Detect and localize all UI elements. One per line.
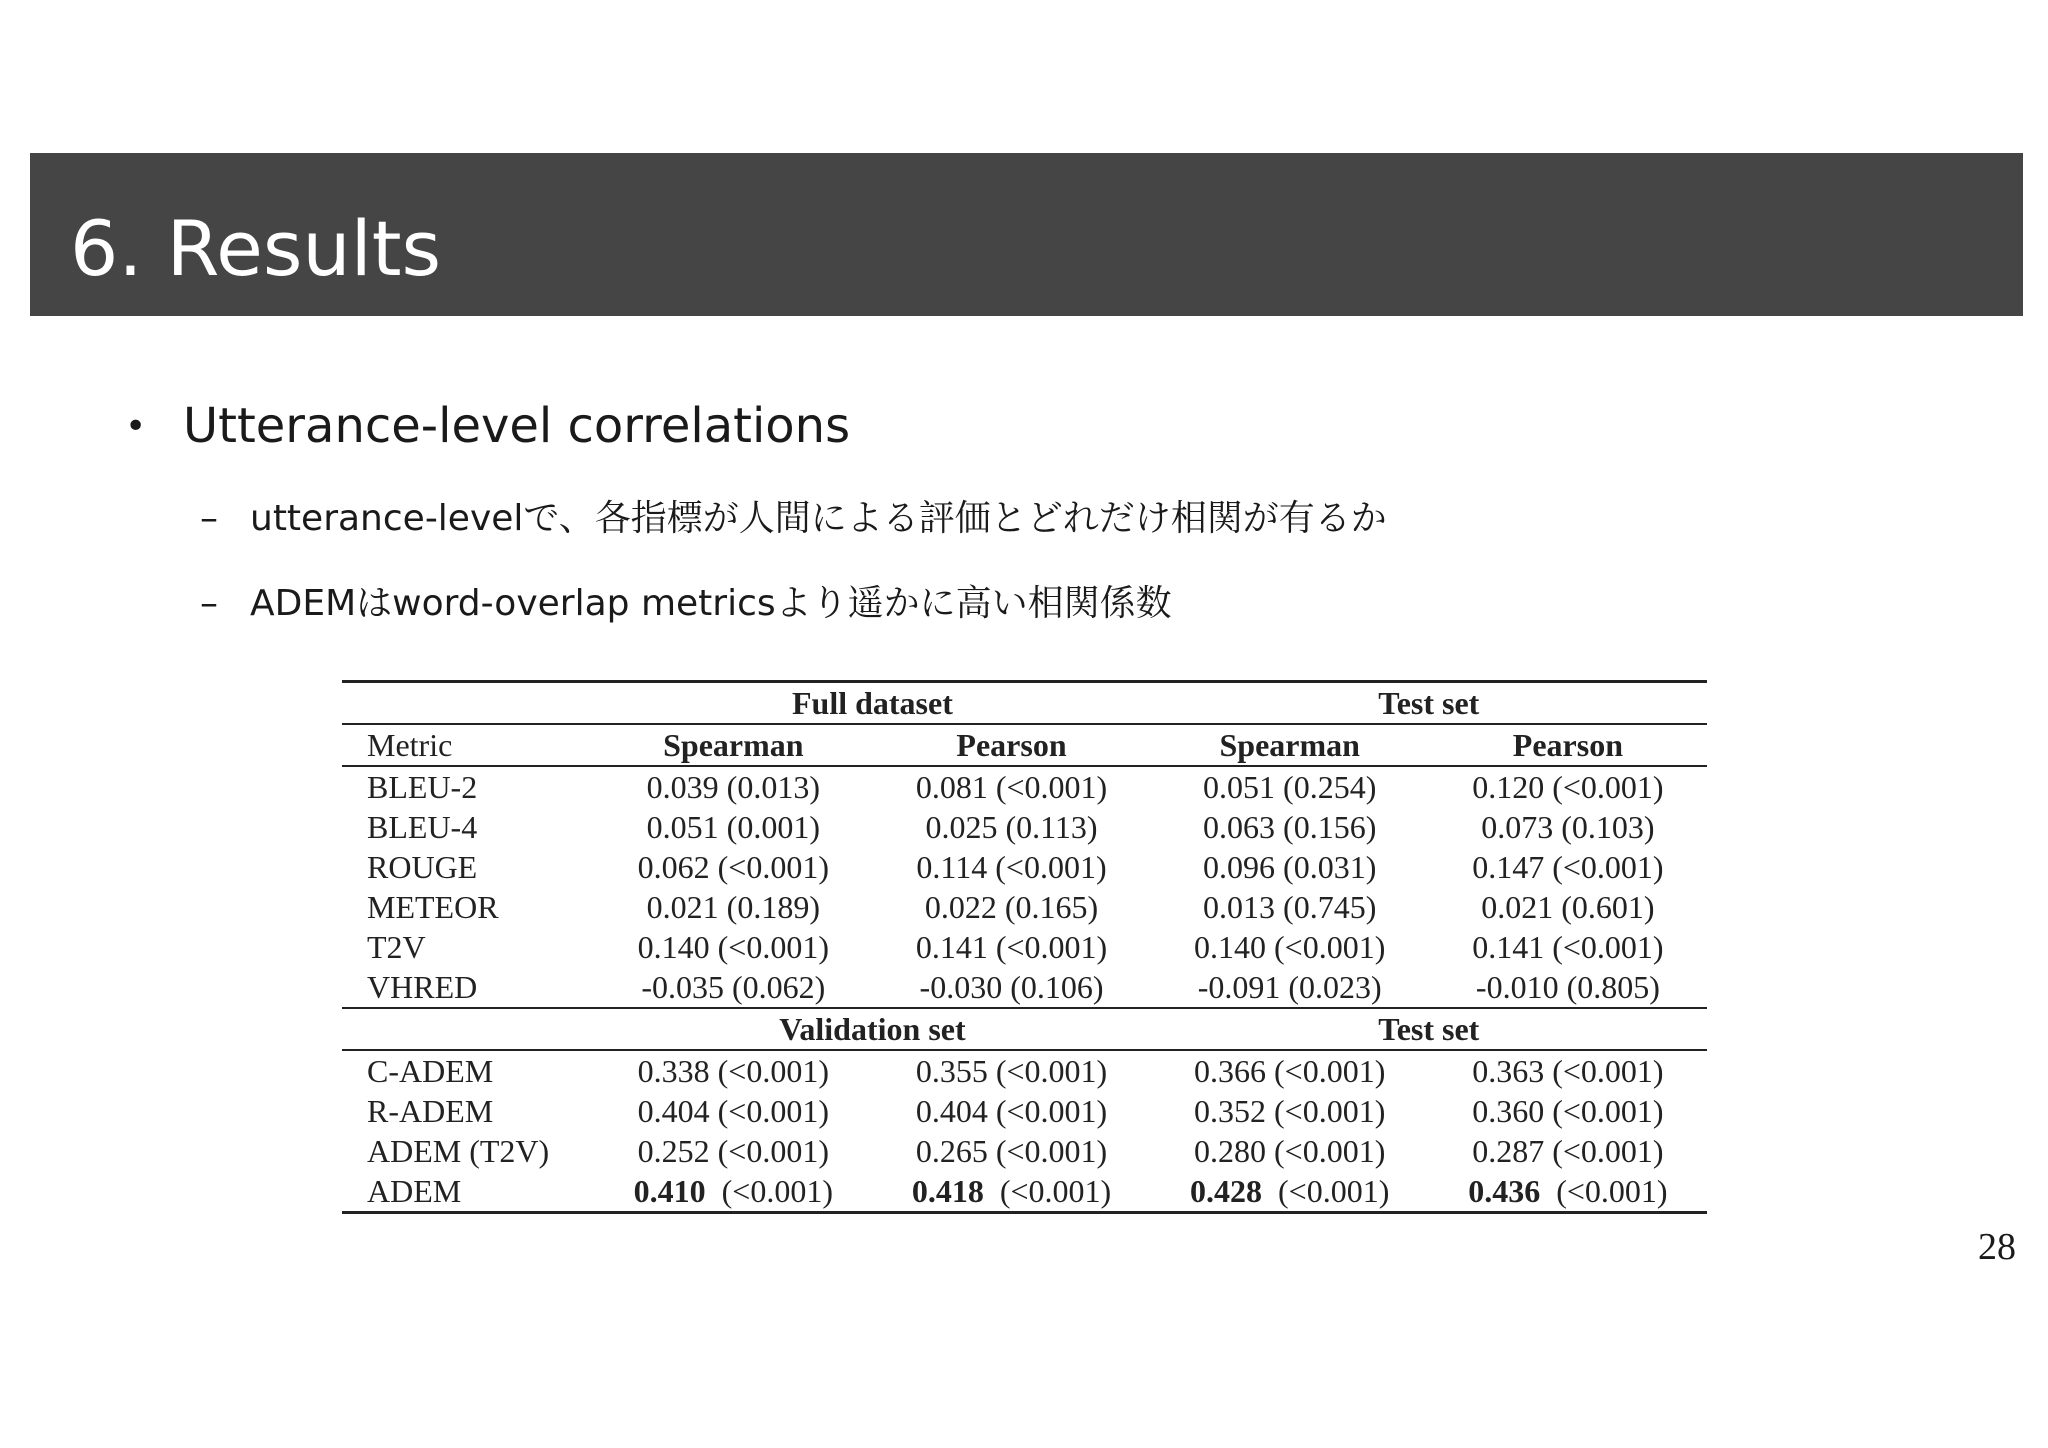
value-cell: 0.366 (<0.001) (1151, 1050, 1429, 1091)
value-cell: 0.013 (0.745) (1203, 889, 1377, 925)
column-header-row (342, 724, 1707, 766)
metric-cell: BLEU-2 (342, 766, 594, 807)
table-row (342, 1171, 1707, 1213)
column-header-spearman: Spearman (594, 724, 872, 766)
value-cell: 0.252 (<0.001) (637, 1133, 829, 1169)
results-table-wrap (342, 680, 1707, 1214)
bold-value: 0.428 (1190, 1173, 1263, 1209)
value-cell: 0.096 (0.031) (1203, 849, 1377, 885)
dash-icon: – (200, 498, 218, 539)
slide-title: 6. Results (70, 204, 442, 293)
sub-bullet-1 (200, 495, 1387, 543)
value-cell: 0.360 (<0.001) (1472, 1093, 1664, 1129)
metric-cell: VHRED (367, 969, 478, 1005)
value-cell: 0.120 (<0.001) (1429, 766, 1707, 807)
table-row (342, 927, 1707, 967)
metric-cell: ADEM (342, 1171, 594, 1213)
value-cell: 0.021 (0.601) (1481, 889, 1655, 925)
empty-header-cell (342, 682, 594, 725)
value-cell: 0.147 (<0.001) (1472, 849, 1664, 885)
value-cell: 0.022 (0.165) (924, 889, 1099, 925)
p-value: (<0.001) (1556, 1173, 1668, 1209)
page-number: 28 (1978, 1226, 2016, 1268)
table-row (342, 1091, 1707, 1131)
metric-cell: R-ADEM (367, 1093, 494, 1129)
table-row (342, 967, 1707, 1008)
value-cell: 0.051 (0.001) (646, 809, 820, 845)
value-cell (1429, 1171, 1707, 1213)
metric-cell: BLEU-4 (367, 809, 478, 845)
group-header-validation-set: Validation set (594, 1008, 1150, 1050)
metric-cell: METEOR (367, 889, 499, 925)
metric-cell: C-ADEM (342, 1050, 594, 1091)
table-row (342, 1131, 1707, 1171)
value-cell: 0.051 (0.254) (1151, 766, 1429, 807)
value-cell: -0.091 (0.023) (1197, 969, 1382, 1005)
results-table (342, 680, 1707, 1214)
bold-value: 0.436 (1468, 1173, 1541, 1209)
value-cell: 0.073 (0.103) (1481, 809, 1655, 845)
group-header-row (342, 1008, 1707, 1050)
sub-bullet-2 (200, 580, 1172, 628)
value-cell (594, 1171, 872, 1213)
p-value: (<0.001) (999, 1173, 1112, 1209)
sub-bullet-text: ADEMはword-overlap metricsより遥かに高い相関係数 (250, 583, 1172, 624)
group-header-full-dataset: Full dataset (594, 682, 1150, 725)
value-cell: 0.063 (0.156) (1203, 809, 1377, 845)
column-header-pearson: Pearson (872, 724, 1150, 766)
column-header-pearson: Pearson (1429, 724, 1707, 766)
value-cell: 0.355 (<0.001) (872, 1050, 1150, 1091)
metric-cell: ADEM (T2V) (367, 1133, 550, 1169)
bold-value: 0.418 (911, 1173, 984, 1209)
value-cell: 0.039 (0.013) (594, 766, 872, 807)
value-cell: -0.010 (0.805) (1475, 969, 1660, 1005)
table-row (342, 847, 1707, 887)
metric-cell: ROUGE (367, 849, 478, 885)
value-cell: 0.404 (<0.001) (915, 1093, 1108, 1129)
p-value: (<0.001) (1278, 1173, 1390, 1209)
value-cell (1151, 1171, 1429, 1213)
value-cell: 0.025 (0.113) (925, 809, 1098, 845)
bullet-main-text: Utterance-level correlations (183, 398, 851, 454)
bullet-dot-icon: • (125, 406, 147, 447)
value-cell: 0.352 (<0.001) (1194, 1093, 1386, 1129)
table-row (342, 887, 1707, 927)
bullet-main (125, 396, 850, 457)
value-cell: -0.035 (0.062) (641, 969, 826, 1005)
group-header-test-set: Test set (1151, 1008, 1707, 1050)
value-cell: 0.404 (<0.001) (637, 1093, 829, 1129)
value-cell (872, 1171, 1150, 1213)
value-cell: 0.141 (<0.001) (1472, 929, 1664, 965)
group-header-row (342, 682, 1707, 725)
sub-bullet-text: utterance-levelで、各指標が人間による評価とどれだけ相関が有るか (250, 498, 1387, 539)
table-row (342, 807, 1707, 847)
p-value: (<0.001) (721, 1173, 833, 1209)
empty-header-cell (342, 1008, 594, 1050)
value-cell: 0.280 (<0.001) (1194, 1133, 1386, 1169)
column-header-spearman: Spearman (1151, 724, 1429, 766)
value-cell: 0.062 (<0.001) (637, 849, 829, 885)
value-cell: 0.114 (<0.001) (916, 849, 1107, 885)
value-cell: 0.287 (<0.001) (1472, 1133, 1664, 1169)
group-header-test-set: Test set (1151, 682, 1707, 725)
value-cell: 0.338 (<0.001) (594, 1050, 872, 1091)
value-cell: 0.265 (<0.001) (915, 1133, 1108, 1169)
value-cell: 0.363 (<0.001) (1429, 1050, 1707, 1091)
value-cell: 0.081 (<0.001) (872, 766, 1150, 807)
metric-cell: T2V (367, 929, 426, 965)
table-row (342, 1050, 1707, 1091)
value-cell: 0.140 (<0.001) (1194, 929, 1386, 965)
value-cell: 0.021 (0.189) (646, 889, 820, 925)
value-cell: -0.030 (0.106) (919, 969, 1104, 1005)
column-header-metric: Metric (342, 724, 594, 766)
value-cell: 0.140 (<0.001) (637, 929, 829, 965)
dash-icon: – (200, 583, 218, 624)
bold-value: 0.410 (633, 1173, 706, 1209)
table-row (342, 766, 1707, 807)
value-cell: 0.141 (<0.001) (915, 929, 1108, 965)
